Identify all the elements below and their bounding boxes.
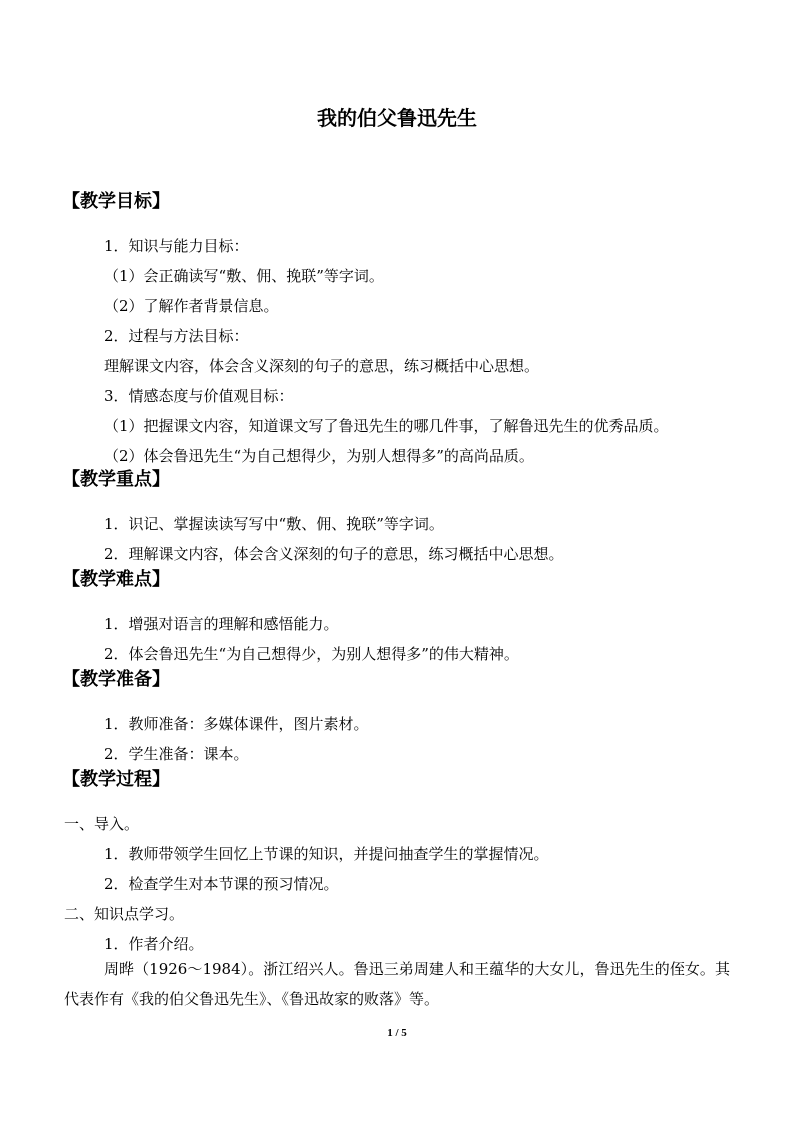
objective-line: （1）会正确读写“敷、佣、挽联”等字词。 (104, 267, 384, 285)
objective-line: 3．情感态度与价值观目标： (104, 387, 294, 405)
key-point-line: 1．识记、掌握读读写写中“敷、佣、挽联”等字词。 (104, 515, 444, 533)
key-point-line: 2．理解课文内容，体会含义深刻的句子的意思，练习概括中心思想。 (104, 545, 564, 563)
difficulty-line: 2．体会鲁迅先生“为自己想得少，为别人想得多”的伟大精神。 (104, 645, 519, 663)
objective-line: 2．过程与方法目标： (104, 327, 249, 345)
preparation-line: 1．教师准备：多媒体课件，图片素材。 (104, 715, 369, 733)
process-line: 1．教师带领学生回忆上节课的知识，并提问抽查学生的掌握情况。 (104, 845, 549, 863)
author-intro-paragraph: 周晔（1926～1984）。浙江绍兴人。鲁迅三弟周建人和王蕴华的大女儿，鲁迅先生的侄女。其代表作有《我的伯父鲁迅先生》、《鲁迅故家的败落》等。 (64, 960, 730, 1008)
objective-line: 理解课文内容，体会含义深刻的句子的意思，练习概括中心思想。 (104, 357, 540, 375)
section-heading-objectives: 【教学目标】 (62, 191, 170, 212)
preparation-line: 2．学生准备：课本。 (104, 745, 249, 763)
objective-line: （2）了解作者背景信息。 (104, 297, 279, 315)
page-number: 1 / 5 (387, 1027, 407, 1039)
process-line: 二、知识点学习。 (64, 905, 185, 923)
objective-line: 1．知识与能力目标： (104, 237, 249, 255)
document-title: 我的伯父鲁迅先生 (317, 106, 477, 130)
objective-line: （1）把握课文内容，知道课文写了鲁迅先生的哪几件事，了解鲁迅先生的优秀品质。 (104, 417, 669, 435)
objective-line: （2）体会鲁迅先生“为自己想得少，为别人想得多”的高尚品质。 (104, 447, 534, 465)
process-line: 1．作者介绍。 (104, 935, 204, 953)
process-line: 一、导入。 (64, 815, 140, 833)
section-heading-key-points: 【教学重点】 (62, 469, 170, 490)
process-line: 2．检查学生对本节课的预习情况。 (104, 875, 339, 893)
section-heading-process: 【教学过程】 (62, 769, 170, 790)
section-heading-difficulties: 【教学难点】 (62, 569, 170, 590)
section-heading-preparation: 【教学准备】 (62, 669, 170, 690)
difficulty-line: 1．增强对语言的理解和感悟能力。 (104, 615, 339, 633)
